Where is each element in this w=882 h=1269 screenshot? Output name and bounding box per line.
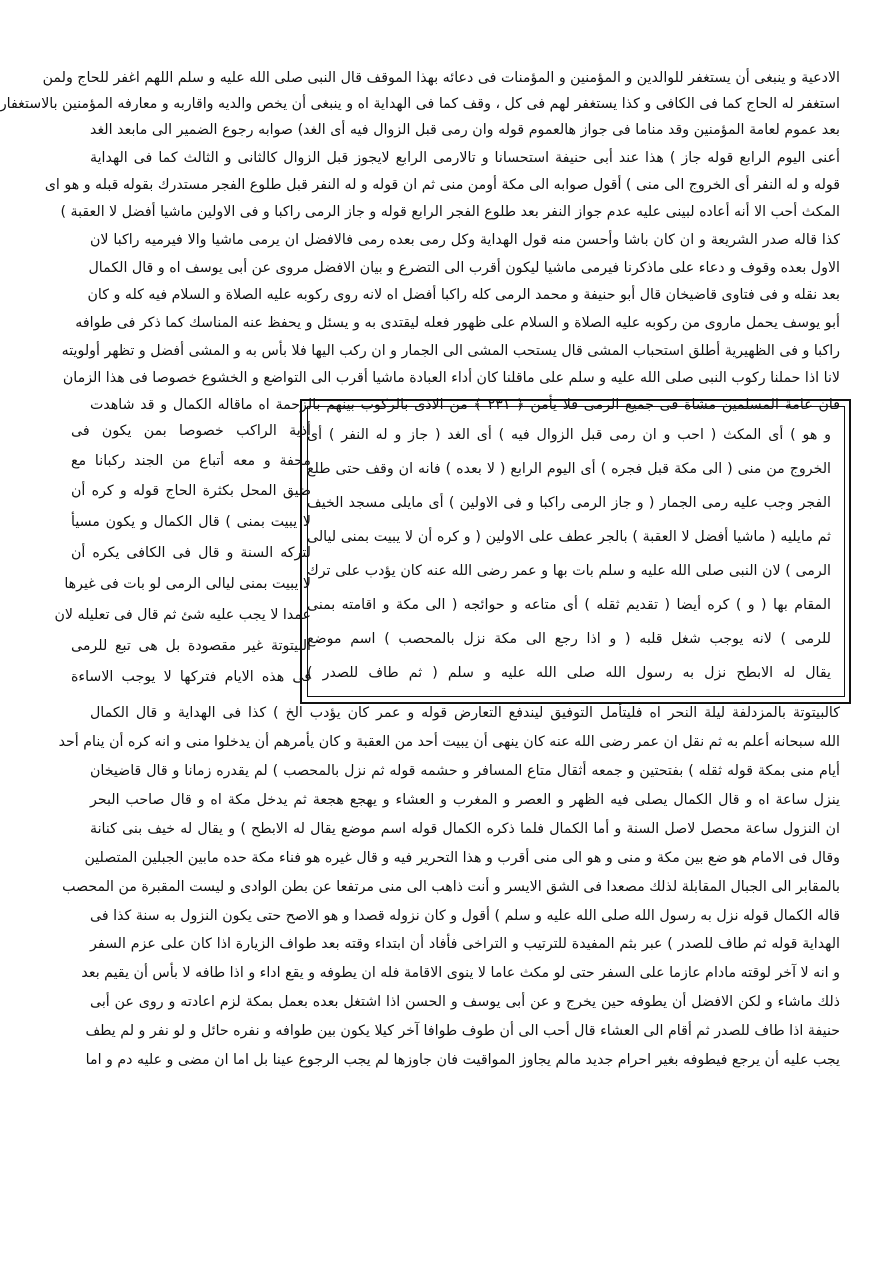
text-line: الادعية و ينبغى أن يستغفر للوالدين و المؤمنين و المؤمنات فى دعائه بهذا الموقف قال النبى صلى الله عليه و سلم اللهم اغفر للحاج ولمن (42, 70, 840, 86)
text-line: محفة و معه أتباع من الجند ركبانا مع (71, 453, 311, 469)
main-text-box (307, 406, 845, 697)
main-text-line: للرمى ) لانه يوجب شغل قلبه ( و اذا رجع الى مكة نزل بالمحصب ) اسم موضع (307, 631, 831, 647)
text-line: وقال فى الامام هو ضع بين مكة و منى و هو الى منى أقرب و هذا التحرير فيه و قال غيره هو فناء مكة حده مابين الجبلين المتصلين (84, 850, 840, 866)
main-text-line: الرمى ) لان النبى صلى الله عليه و سلم بات بها و عمر رضى الله عنه كان يؤدب على ترك (307, 563, 831, 579)
text-line: أذية الراكب خصوصا بمن يكون فى (71, 423, 311, 439)
text-line: ينزل ساعة اه و قال الكمال يصلى فيه الظهر و العصر و المغرب و العشاء و يهجع هجعة ثم يدخل مكة اه و قال صاحب البحر (90, 792, 840, 808)
text-line: أيام منى بمكة قوله ثقله ) بفتحتين و جمعه أثقال متاع المسافر و حشمه قوله ثم نزل بالمحصب ) لم يقدره زمانا و قال قاضيخان (90, 763, 840, 779)
text-line: بعد نقله و فى فتاوى قاضيخان قال أبو حنيفة و محمد الرمى كله راكبا أفضل اه لانه روى ركوبه عليه الصلاة و السلام فيه كله و كان (87, 287, 840, 303)
text-line: راكبا و فى الظهيرية أطلق استحباب المشى قال يستحب المشى الى الجمار و ان ركب اليها فلا بأس به و المشى أفضل و تظهر أولويته (61, 343, 840, 359)
main-text-line: و هو ) أى المكث ( احب و ان رمى قبل الزوال فيه ) أى الغد ( جاز و له النفر ) أى (307, 427, 831, 443)
text-line: كذا قاله صدر الشريعة و ان كان باشا وأحسن منه قول الهداية وكل رمى بعده رمى فالافضل ان يرمى ماشيا والا فيرميه راكبا لان (90, 232, 840, 248)
text-line: و انه لا آخر لوقته مادام عازما على السفر حتى لو مكث عاما لا ينوى الاقامة فله ان يطوفه و يقع اداء و اذا طافه لا بأس أن يقيم بعد (81, 965, 840, 981)
text-line: لتركه السنة و قال فى الكافى يكره أن (71, 545, 311, 561)
text-line: فى هذه الايام فتركها لا يوجب الاساءة (71, 669, 311, 685)
text-line: أبو يوسف يحمل ماروى من ركوبه عليه الصلاة و السلام على ظهور فعله ليقتدى به و يسئل و يحفظ عنه المناسك كما ذكر فى طوافه (75, 315, 840, 331)
text-line: لا يبيت بمنى ليالى الرمى لو بات فى غيرها (64, 576, 311, 592)
text-line: بالمقابر الى الجبال المقابلة لذلك مصعدا فى الشق الايسر و أنت ذاهب الى منى مرتفعا عن بطن الوادى و ليست المقبرة من المحصب (62, 879, 840, 895)
main-text-line: الفجر وجب عليه رمى الجمار ( و جاز الرمى راكبا و فى الاولين ) أى مايلى مسجد الخيف (307, 495, 831, 511)
text-line: استغفر له الحاج كما فى الكافى و كذا يستغفر لهم فى كل ، وقف كما فى الهداية اه و ينبغى أن يخص والديه واقاربه و معارفه المؤمنين بالاستغفار (0, 96, 840, 112)
text-line: قوله و له النفر أى الخروج الى منى ) أقول صوابه الى مكة أومن منى ثم ان قوله و له النفر قبل طلوع الفجر مستدرك بقوله قبله و هو اى (44, 177, 840, 193)
main-text-line: يقال له الابطح نزل به رسول الله صلى الله عليه و سلم ( ثم طاف للصدر ) (307, 665, 831, 681)
text-line: ان النزول ساعة محصل لاصل السنة و أما الكمال فلما ذكره الكمال قوله اسم موضع يقال له الابطح ) و يقال له خيف بنى كنانة (90, 821, 840, 837)
page-number-line: فان عامة المسلمين مشاة فى جميع الرمى فلا يأمن ﴿ ٢٣١ ﴾ من الاذى بالركوب بينهم بالزحمة اه ماقاله الكمال و قد شاهدت (90, 397, 840, 413)
text-line: المكث أحب الا أنه أعاده لبينى عليه عدم جواز النفر بعد طلوع الفجر الرابع قوله و جاز الرمى راكبا و فى الاولين ماشيا أفضل لا العقبة ) (60, 204, 840, 220)
text-line: بعد عموم لعامة المؤمنين وقد مناما فى جواز هالعموم قوله وان رمى قبل الزوال فيه أى الغد) صوابه رجوع الضمير الى مابعد الغد (90, 122, 840, 138)
text-line: كالبيتوتة بالمزدلفة ليلة النحر اه فليتأمل التوفيق ليندفع التعارض قوله و عمر كان يؤدب الخ ) كذا فى الهداية و قال الكمال (90, 705, 840, 721)
text-line: قاله الكمال قوله نزل به رسول الله صلى الله عليه و سلم ) أقول و كان نزوله قصدا و هو الاصح حتى يكون النزول به سنة كذا فى (90, 908, 840, 924)
text-line: أعنى اليوم الرابع قوله جاز ) هذا عند أبى حنيفة استحسانا و تالارمى الرابع لايجوز قبل الزوال كالثانى و الثالث كما فى الهداية (90, 150, 840, 166)
text-line: الاول بعده وقوف و دعاء على ماذكرنا فيرمى ماشيا ليكون أقرب الى التضرع و بيان الافضل مروى عن أبى يوسف اه و قال الكمال (88, 260, 840, 276)
text-line: البيتوتة غير مقصودة بل هى تبع للرمى (71, 638, 311, 654)
text-line: الهداية قوله ثم طاف للصدر ) عبر بثم المفيدة للترتيب و التراخى فأفاد أن ابتداء وقته بعد طواف الزيارة اذا كان على عزم السفر (90, 936, 840, 952)
main-text-line: المقام بها ( و ) كره أيضا ( تقديم ثقله ) أى متاعه و حوائجه ( الى مكة و اقامته بمنى (307, 597, 831, 613)
text-line: لانا اذا حملنا ركوب النبى صلى الله عليه و سلم على ماقلنا كان أداء العبادة ماشيا أقرب الى التواضع و الخشوع خصوصا فى هذا الزمان (62, 370, 840, 386)
text-line: ذلك ماشاء و لكن الافضل أن يطوفه حين يخرج و عن أبى يوسف و الحسن اذا اشتغل بعده بعمل بمكة لزم اعادته و روى عن أبى (90, 994, 840, 1010)
text-line: عمدا لا يجب عليه شئ ثم قال فى تعليله لان (54, 607, 311, 623)
main-text-line: ثم مايليه ( ماشيا أفضل لا العقبة ) بالجر عطف على الاولين ( و كره أن لا يبيت بمنى ليالى (307, 529, 831, 545)
text-line: الله سبحانه أعلم به ثم نقل ان عمر رضى الله عنه كان ينهى أن يبيت أحد من العقبة و كان يأمرهم أن يدخلوا منى و انه كره أن ينام أحد (58, 734, 840, 750)
text-line: حنيفة اذا طاف للصدر ثم أقام الى العشاء قال أحب الى أن طوف طوافا آخر كيلا يكون بين طوافه و نفره حائل و لو نفر و لم يطف (85, 1023, 840, 1039)
text-line: ضيق المحل بكثرة الحاج قوله و كره أن (71, 483, 311, 499)
text-line: لا يبيت بمنى ) قال الكمال و يكون مسيأ (71, 514, 311, 530)
main-text-line: الخروج من منى ( الى مكة قبل فجره ) أى اليوم الرابع ( لا بعده ) فانه ان وقف حتى طلع (307, 461, 831, 477)
text-line: يجب عليه أن يرجع فيطوفه بغير احرام جديد مالم يجاوز المواقيت فان جاوزها لم يجب الرجوع عينا بل اما ان مضى و عليه دم و اما (85, 1052, 840, 1068)
